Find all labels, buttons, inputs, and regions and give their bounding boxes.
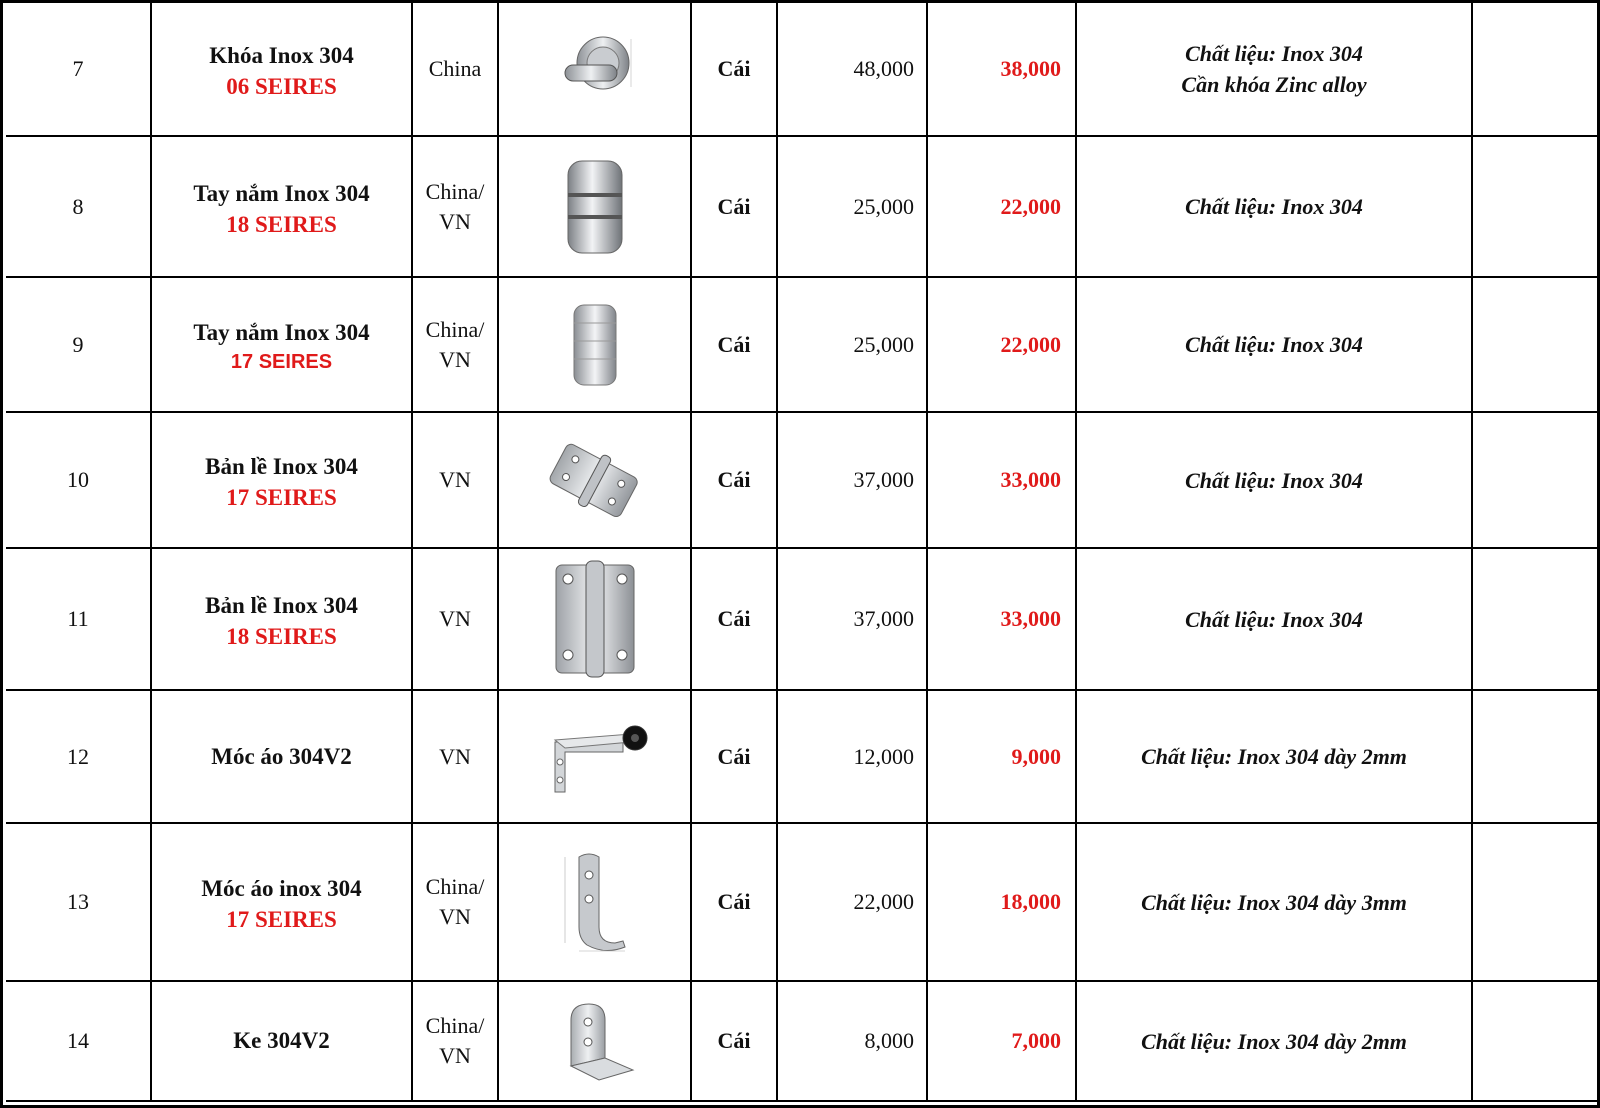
- product-name-cell: [151, 548, 412, 690]
- table-row: [6, 277, 1600, 412]
- row-number: 9: [6, 277, 151, 412]
- table-row: [6, 136, 1600, 277]
- price-table: [6, 3, 1600, 1102]
- knob-grooved-icon: [560, 157, 630, 257]
- table-row: [6, 690, 1600, 823]
- origin-cell: [412, 548, 498, 690]
- product-image-cell: [498, 981, 691, 1101]
- product-name: Móc áo 304V2: [211, 743, 352, 769]
- material-note-cell: [1076, 981, 1472, 1101]
- knob-stack-icon: [560, 297, 630, 393]
- material-note-cell: [1076, 3, 1472, 136]
- l-bracket-icon: [545, 996, 645, 1086]
- product-name: Tay nắm Inox 304: [193, 320, 370, 345]
- unit-cell: Cái: [691, 981, 777, 1101]
- product-name: Ke 304V2: [233, 1028, 330, 1053]
- product-name-cell: [151, 981, 412, 1101]
- sale-price: 33,000: [927, 548, 1076, 690]
- unit-cell: Cái: [691, 277, 777, 412]
- product-name-cell: [151, 823, 412, 981]
- origin-line: VN: [439, 467, 471, 492]
- product-name-cell: [151, 136, 412, 277]
- unit-cell: Cái: [691, 136, 777, 277]
- material-note-cell: [1076, 277, 1472, 412]
- material-note: Chất liệu: Inox 304 dày 3mm: [1141, 889, 1407, 915]
- product-name: Tay nắm Inox 304: [193, 180, 370, 206]
- product-series: 18 SEIRES: [226, 624, 337, 649]
- origin-cell: [412, 277, 498, 412]
- origin-cell: [412, 823, 498, 981]
- product-series: 06 SEIRES: [226, 74, 337, 99]
- product-name-cell: [151, 277, 412, 412]
- origin-cell: [412, 981, 498, 1101]
- unit-cell: Cái: [691, 823, 777, 981]
- material-note: Chất liệu: Inox 304: [1185, 332, 1363, 357]
- row-number: 14: [6, 981, 151, 1101]
- material-note-extra: Cần khóa Zinc alloy: [1181, 72, 1367, 97]
- product-name: Bản lề Inox 304: [205, 593, 358, 618]
- product-series: 17 SEIRES: [226, 485, 337, 510]
- material-note: Chất liệu: Inox 304 dày 2mm: [1141, 744, 1407, 769]
- table-row: [6, 412, 1600, 548]
- material-note-cell: [1076, 136, 1472, 277]
- empty-cell: [1472, 690, 1600, 823]
- product-image-cell: [498, 823, 691, 981]
- empty-cell: [1472, 548, 1600, 690]
- sale-price: 9,000: [927, 690, 1076, 823]
- sale-price: 22,000: [927, 277, 1076, 412]
- sale-price: 38,000: [927, 3, 1076, 136]
- list-price: 48,000: [777, 3, 927, 136]
- empty-cell: [1472, 981, 1600, 1101]
- unit-cell: Cái: [691, 412, 777, 548]
- product-image-cell: [498, 690, 691, 823]
- product-name: Móc áo inox 304: [201, 876, 362, 901]
- empty-cell: [1472, 3, 1600, 136]
- origin-line: VN: [439, 1043, 471, 1068]
- empty-cell: [1472, 136, 1600, 277]
- origin-cell: [412, 690, 498, 823]
- unit-cell: Cái: [691, 690, 777, 823]
- material-note: Chất liệu: Inox 304: [1185, 606, 1363, 632]
- origin-line: China/: [425, 1013, 485, 1038]
- material-note-cell: [1076, 823, 1472, 981]
- material-note: Chất liệu: Inox 304: [1185, 41, 1363, 66]
- product-image-cell: [498, 136, 691, 277]
- sale-price: 18,000: [927, 823, 1076, 981]
- row-number: 13: [6, 823, 151, 981]
- origin-line: China: [428, 56, 482, 81]
- row-number: 11: [6, 548, 151, 690]
- material-note: Chất liệu: Inox 304 dày 2mm: [1141, 1028, 1407, 1054]
- table-row: [6, 981, 1600, 1101]
- table-row: [6, 3, 1600, 136]
- material-note-cell: [1076, 412, 1472, 548]
- product-series: 18 SEIRES: [226, 211, 337, 237]
- table-row: [6, 548, 1600, 690]
- origin-line: VN: [439, 904, 471, 929]
- product-image-cell: [498, 3, 691, 136]
- material-note-cell: [1076, 690, 1472, 823]
- origin-line: China/: [425, 874, 485, 899]
- origin-line: VN: [439, 743, 471, 769]
- origin-cell: [412, 136, 498, 277]
- hook-bracket-icon: [535, 712, 655, 802]
- empty-cell: [1472, 823, 1600, 981]
- origin-line: VN: [439, 606, 471, 631]
- unit-cell: Cái: [691, 3, 777, 136]
- material-note: Chất liệu: Inox 304: [1185, 467, 1363, 493]
- row-number: 12: [6, 690, 151, 823]
- material-note: Chất liệu: Inox 304: [1185, 194, 1363, 219]
- sale-price: 22,000: [927, 136, 1076, 277]
- origin-line: VN: [439, 346, 471, 372]
- origin-line: China/: [425, 316, 485, 342]
- product-image-cell: [498, 277, 691, 412]
- origin-cell: [412, 412, 498, 548]
- hinge-curved-icon: [540, 435, 650, 525]
- row-number: 7: [6, 3, 151, 136]
- origin-cell: [412, 3, 498, 136]
- list-price: 37,000: [777, 412, 927, 548]
- empty-cell: [1472, 412, 1600, 548]
- product-image-cell: [498, 548, 691, 690]
- origin-line: China/: [425, 178, 485, 204]
- sale-price: 33,000: [927, 412, 1076, 548]
- product-image-cell: [498, 412, 691, 548]
- sale-price: 7,000: [927, 981, 1076, 1101]
- unit-cell: Cái: [691, 548, 777, 690]
- coat-hook-icon: [545, 847, 645, 957]
- product-name-cell: [151, 3, 412, 136]
- product-series: 17 SEIRES: [226, 907, 337, 932]
- list-price: 12,000: [777, 690, 927, 823]
- origin-line: VN: [439, 208, 471, 234]
- list-price: 37,000: [777, 548, 927, 690]
- list-price: 25,000: [777, 277, 927, 412]
- list-price: 25,000: [777, 136, 927, 277]
- hinge-flat-icon: [550, 559, 640, 679]
- product-name: Khóa Inox 304: [209, 43, 354, 68]
- list-price: 8,000: [777, 981, 927, 1101]
- material-note-cell: [1076, 548, 1472, 690]
- product-series: 17 SEIRES: [230, 351, 333, 373]
- row-number: 8: [6, 136, 151, 277]
- list-price: 22,000: [777, 823, 927, 981]
- product-name-cell: [151, 412, 412, 548]
- product-name-cell: [151, 690, 412, 823]
- table-row: [6, 823, 1600, 981]
- row-number: 10: [6, 412, 151, 548]
- product-name: Bản lề Inox 304: [205, 454, 358, 479]
- lock-icon: [545, 29, 645, 109]
- empty-cell: [1472, 277, 1600, 412]
